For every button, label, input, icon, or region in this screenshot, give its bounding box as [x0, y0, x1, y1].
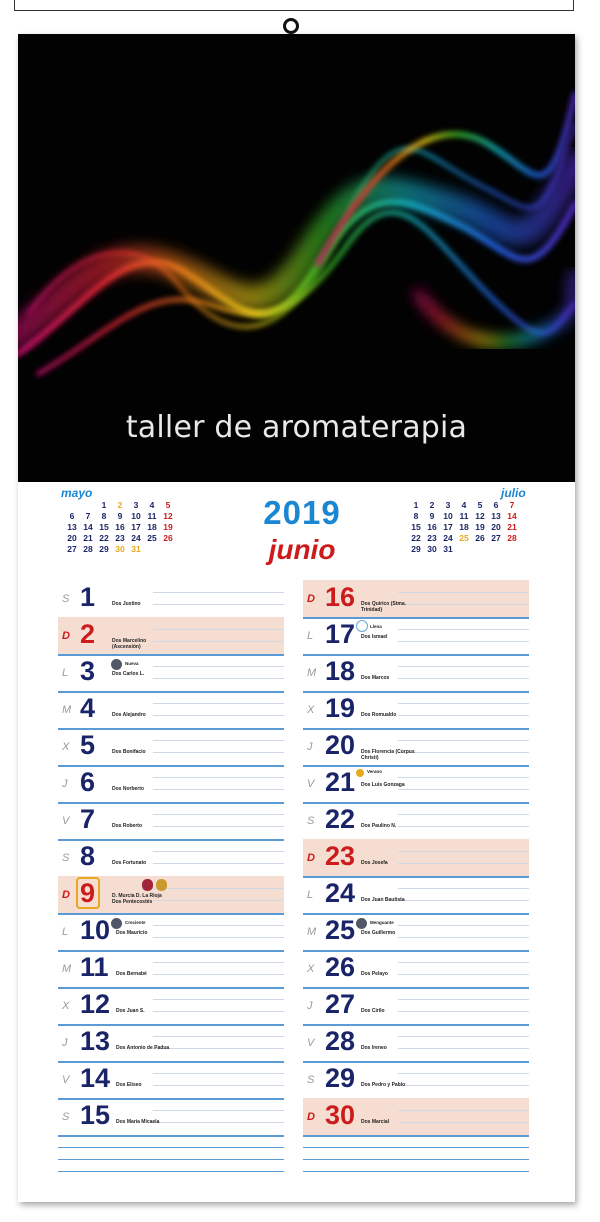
day-row	[303, 617, 529, 656]
day-number: 9	[80, 878, 96, 908]
mini-day-cell: 1	[413, 500, 419, 510]
day-number: 4	[80, 693, 96, 723]
weekday-letter: V	[62, 1074, 70, 1086]
mini-day-cell: 13	[491, 511, 501, 521]
moon-phase-label: Llena	[370, 624, 382, 629]
day-row	[58, 765, 284, 804]
writing-line	[153, 740, 284, 741]
mini-day-cell: 30	[115, 544, 125, 554]
saint-name: D. Murcia D. La Rioja Dos Pentecostés	[112, 893, 162, 905]
day-number: 14	[80, 1063, 111, 1093]
writing-line	[153, 789, 284, 790]
saint-name: Dos Paulino N.	[361, 823, 397, 829]
mini-day-cell: 18	[147, 522, 157, 532]
murcia-emblem-icon	[142, 879, 153, 891]
mini-day-cell	[456, 544, 472, 555]
mini-day-cell: 4	[149, 500, 155, 510]
day-number: 23	[325, 841, 356, 871]
day-number: 30	[325, 1100, 356, 1130]
day-number: 8	[80, 841, 96, 871]
day-row	[58, 580, 284, 619]
mini-day-cell	[64, 500, 80, 511]
mini-day-cell: 13	[67, 522, 77, 532]
saint-name: Dos Luis Gonzaga	[361, 782, 405, 788]
writing-line	[398, 851, 529, 852]
weekday-letter: D	[62, 889, 70, 901]
mini-day-cell: 2	[117, 500, 123, 510]
saint-name: Dos Guillermo	[361, 930, 396, 936]
mini-day-cell: 25	[147, 533, 157, 543]
day-number: 12	[80, 989, 111, 1019]
day-row	[303, 987, 529, 1026]
writing-line	[303, 1159, 529, 1160]
day-number: 11	[80, 952, 109, 982]
mini-day-cell: 10	[443, 511, 453, 521]
weekday-letter: L	[62, 667, 69, 679]
mini-day-cell: 22	[99, 533, 109, 543]
writing-line	[153, 900, 284, 901]
day-row	[58, 1098, 284, 1137]
photo-title: taller de aromaterapia	[125, 410, 468, 445]
saint-name: Dos Romualdo	[361, 712, 397, 718]
weekday-letter: M	[62, 963, 72, 975]
mini-day-cell	[472, 544, 488, 555]
writing-line	[398, 777, 529, 778]
day-number: 15	[80, 1100, 111, 1130]
weekday-letter: S	[62, 1111, 70, 1123]
mini-day-cell: 14	[507, 511, 517, 521]
writing-line	[153, 851, 284, 852]
mini-day-cell: 6	[493, 500, 499, 510]
writing-line	[58, 1171, 284, 1172]
writing-line	[398, 962, 529, 963]
saint-name: Dos Marcial	[361, 1119, 390, 1125]
writing-line	[153, 777, 284, 778]
saint-name: Dos Marcos	[361, 675, 390, 681]
weekday-letter: M	[62, 704, 72, 716]
saint-name: Dos Eliseo	[116, 1082, 142, 1088]
writing-line	[153, 715, 284, 716]
saint-name: Dos Cirilo	[361, 1008, 385, 1014]
weekday-letter: D	[307, 593, 315, 605]
mini-day-cell: 7	[509, 500, 515, 510]
sun-icon	[356, 769, 364, 777]
day-row	[303, 839, 529, 878]
mini-day-cell: 23	[115, 533, 125, 543]
mini-day-cell: 27	[67, 544, 77, 554]
mini-day-cell: 28	[507, 533, 517, 543]
day-row	[303, 728, 529, 767]
writing-line	[153, 937, 284, 938]
saint-name: Dos Josefa	[361, 860, 388, 866]
saint-name: Dos Mauricio	[116, 930, 148, 936]
day-number: 3	[80, 656, 96, 686]
day-row	[303, 913, 529, 952]
day-row	[303, 1024, 529, 1063]
writing-line	[153, 826, 284, 827]
day-row	[58, 1061, 284, 1100]
mini-calendar-next	[408, 486, 548, 566]
la-rioja-emblem-icon	[156, 879, 167, 891]
day-row	[58, 617, 284, 656]
mini-day-cell: 25	[459, 533, 469, 543]
mini-day-cell	[144, 544, 160, 555]
moon-phase-label: Nueva	[125, 661, 139, 666]
weekday-letter: X	[307, 704, 315, 716]
mini-day-cell: 26	[163, 533, 173, 543]
year-title: 2019	[263, 494, 341, 531]
weekday-letter: J	[62, 778, 68, 790]
mini-day-cell: 14	[83, 522, 93, 532]
weekday-letter: S	[62, 593, 70, 605]
day-number: 10	[80, 915, 111, 945]
writing-line	[398, 999, 529, 1000]
saint-name: Dos Pedro y Pablo	[361, 1082, 406, 1088]
mini-day-cell	[488, 544, 504, 555]
day-row	[303, 1061, 529, 1100]
hanger-string	[14, 0, 574, 11]
writing-line	[303, 1171, 529, 1172]
day-row	[58, 876, 284, 915]
mini-day-cell	[160, 544, 176, 555]
day-number: 27	[325, 989, 356, 1019]
day-number: 22	[325, 804, 356, 834]
day-row	[58, 950, 284, 989]
weekday-letter: D	[307, 852, 315, 864]
mini-day-cell: 29	[411, 544, 421, 554]
mini-day-cell: 21	[507, 522, 517, 532]
weekday-letter: J	[307, 1000, 313, 1012]
weekday-letter: S	[307, 815, 315, 827]
weekday-letter: S	[62, 852, 70, 864]
month-title: junio	[268, 534, 336, 565]
mini-day-cell: 30	[427, 544, 437, 554]
day-number: 21	[325, 767, 356, 797]
writing-line	[153, 678, 284, 679]
day-number: 24	[325, 878, 356, 908]
writing-line	[153, 666, 284, 667]
weekday-letter: L	[62, 926, 69, 938]
writing-line	[58, 1147, 284, 1148]
day-number: 19	[325, 693, 356, 723]
mini-day-cell: 12	[475, 511, 485, 521]
day-row	[58, 728, 284, 767]
day-number: 29	[325, 1063, 356, 1093]
mini-day-cell: 24	[443, 533, 453, 543]
day-row	[303, 802, 529, 841]
saint-name: Dos Bonifacio	[112, 749, 146, 755]
writing-line	[58, 1159, 284, 1160]
mini-day-cell: 10	[131, 511, 141, 521]
mini-day-cell: 16	[427, 522, 437, 532]
full-moon-icon	[356, 620, 368, 632]
hanger-hole	[283, 18, 299, 34]
day-row	[303, 765, 529, 804]
weekday-letter: V	[307, 778, 315, 790]
weekday-letter: X	[62, 1000, 70, 1012]
saint-name: Dos Juan S.	[116, 1008, 145, 1014]
mini-day-cell: 16	[115, 522, 125, 532]
writing-line	[398, 666, 529, 667]
mini-month-name: julio	[501, 486, 526, 500]
weekday-letter: X	[62, 741, 70, 753]
mini-day-cell: 2	[429, 500, 435, 510]
header-photo	[18, 34, 575, 482]
saint-name: Dos Quirico (Stma. Trinidad)	[361, 601, 407, 613]
mini-day-cell: 23	[427, 533, 437, 543]
saint-name: Dos Ireneo	[361, 1045, 387, 1051]
saint-name: Dos Norberto	[112, 786, 144, 792]
day-row	[58, 987, 284, 1026]
weekday-letter: M	[307, 667, 317, 679]
day-number: 5	[80, 730, 96, 760]
day-row	[303, 1098, 529, 1137]
mini-day-cell: 8	[101, 511, 107, 521]
writing-line	[153, 962, 284, 963]
calendar-sheet	[18, 34, 575, 1202]
mini-day-cell: 15	[99, 522, 109, 532]
day-row	[58, 913, 284, 952]
writing-line	[303, 1147, 529, 1148]
writing-line	[398, 789, 529, 790]
mini-day-cell: 17	[131, 522, 141, 532]
mini-day-cell: 6	[69, 511, 75, 521]
writing-line	[153, 925, 284, 926]
writing-line	[153, 1036, 284, 1037]
saint-name: Dos Marcelino (Ascensión)	[112, 638, 147, 650]
saint-name: Dos Ismael	[361, 634, 388, 640]
mini-day-cell: 17	[443, 522, 453, 532]
mini-day-cell: 7	[85, 511, 91, 521]
day-number: 17	[325, 619, 356, 649]
weekday-letter: J	[62, 1037, 68, 1049]
weekday-letter: J	[307, 741, 313, 753]
mini-day-cell: 5	[477, 500, 483, 510]
empty-note-row	[303, 1135, 529, 1172]
mini-day-cell: 19	[163, 522, 173, 532]
saint-name: Dos Roberto	[112, 823, 142, 829]
day-row	[58, 1024, 284, 1063]
writing-line	[153, 641, 284, 642]
writing-line	[153, 703, 284, 704]
mini-day-cell: 12	[163, 511, 173, 521]
saint-name: Dos Florencia (Corpus Christi)	[361, 749, 415, 761]
saint-name: Dos Fortunato	[112, 860, 147, 866]
mini-month-name: mayo	[61, 486, 93, 500]
weekday-letter: V	[62, 815, 70, 827]
mini-day-cell: 26	[475, 533, 485, 543]
writing-line	[153, 1110, 284, 1111]
moon-phase-label: Menguante	[370, 920, 394, 925]
mini-day-cell: 3	[133, 500, 139, 510]
mini-day-cell: 5	[165, 500, 171, 510]
writing-line	[153, 752, 284, 753]
weekday-letter: L	[307, 630, 314, 642]
mini-day-cell: 9	[117, 511, 123, 521]
writing-line	[153, 863, 284, 864]
day-row	[303, 654, 529, 693]
mini-day-cell: 24	[131, 533, 141, 543]
writing-line	[398, 703, 529, 704]
writing-line	[398, 937, 529, 938]
writing-line	[398, 888, 529, 889]
writing-line	[398, 1073, 529, 1074]
weekday-letter: D	[307, 1111, 315, 1123]
weekday-letter: X	[307, 963, 315, 975]
mini-day-cell: 20	[491, 522, 501, 532]
day-number: 2	[80, 619, 96, 649]
saint-name: Dos Juan Bautista	[361, 897, 405, 903]
mini-day-cell: 19	[475, 522, 485, 532]
day-number: 13	[80, 1026, 111, 1056]
mini-day-cell: 8	[413, 511, 419, 521]
mini-day-cell: 9	[429, 511, 435, 521]
day-row	[58, 802, 284, 841]
mini-day-cell: 15	[411, 522, 421, 532]
writing-line	[398, 740, 529, 741]
saint-name: Dos Pelayo	[361, 971, 388, 977]
writing-line	[153, 999, 284, 1000]
day-number: 16	[325, 582, 356, 612]
writing-line	[153, 814, 284, 815]
day-number: 20	[325, 730, 356, 760]
moon-phase-icon	[111, 659, 122, 670]
day-row	[303, 580, 529, 619]
day-number: 1	[80, 582, 96, 612]
mini-day-cell: 29	[99, 544, 109, 554]
mini-calendar-prev	[46, 486, 186, 566]
writing-line	[398, 592, 529, 593]
weekday-letter: M	[307, 926, 317, 938]
mini-day-cell: 1	[101, 500, 107, 510]
mini-day-cell: 20	[67, 533, 77, 543]
saint-name: Dos Carlos L.	[112, 671, 145, 677]
day-number: 7	[80, 804, 96, 834]
writing-line	[153, 629, 284, 630]
saint-name: Dos Alejandro	[112, 712, 146, 718]
day-row	[58, 691, 284, 730]
writing-line	[398, 814, 529, 815]
mini-day-cell	[80, 500, 96, 511]
mini-day-cell: 31	[131, 544, 141, 554]
day-number: 25	[325, 915, 356, 945]
mini-day-cell: 27	[491, 533, 501, 543]
day-row	[58, 839, 284, 878]
mini-day-cell: 11	[459, 511, 469, 521]
mini-day-cell: 28	[83, 544, 93, 554]
mini-day-cell: 22	[411, 533, 421, 543]
moon-phase-icon	[356, 918, 367, 929]
mini-day-cell	[504, 544, 520, 555]
season-label: Verano	[367, 769, 383, 774]
day-row	[303, 691, 529, 730]
day-row	[303, 876, 529, 915]
writing-line	[398, 1110, 529, 1111]
mini-day-cell: 11	[147, 511, 157, 521]
writing-line	[153, 1073, 284, 1074]
mini-day-cell: 21	[83, 533, 93, 543]
saint-name: Dos María Micaela	[116, 1119, 160, 1125]
moon-phase-label: Creciente	[125, 920, 146, 925]
writing-line	[153, 592, 284, 593]
mini-day-cell: 18	[459, 522, 469, 532]
writing-line	[153, 604, 284, 605]
saint-name: Dos Bernabé	[116, 971, 147, 977]
writing-line	[398, 925, 529, 926]
day-row	[58, 654, 284, 693]
writing-line	[398, 629, 529, 630]
weekday-letter: L	[307, 889, 314, 901]
weekday-letter: S	[307, 1074, 315, 1086]
day-number: 6	[80, 767, 96, 797]
empty-note-row	[58, 1135, 284, 1172]
mini-day-cell: 3	[445, 500, 451, 510]
mini-day-cell: 31	[443, 544, 453, 554]
saint-name: Dos Antonio de Padua	[116, 1045, 170, 1051]
writing-line	[153, 888, 284, 889]
day-number: 18	[325, 656, 356, 686]
moon-phase-icon	[111, 918, 122, 929]
weekday-letter: V	[307, 1037, 315, 1049]
writing-line	[398, 1036, 529, 1037]
writing-line	[398, 641, 529, 642]
weekday-letter: D	[62, 630, 70, 642]
saint-name: Dos Justino	[112, 601, 141, 607]
day-row	[303, 950, 529, 989]
day-number: 28	[325, 1026, 356, 1056]
mini-day-cell: 4	[461, 500, 467, 510]
day-number: 26	[325, 952, 356, 982]
